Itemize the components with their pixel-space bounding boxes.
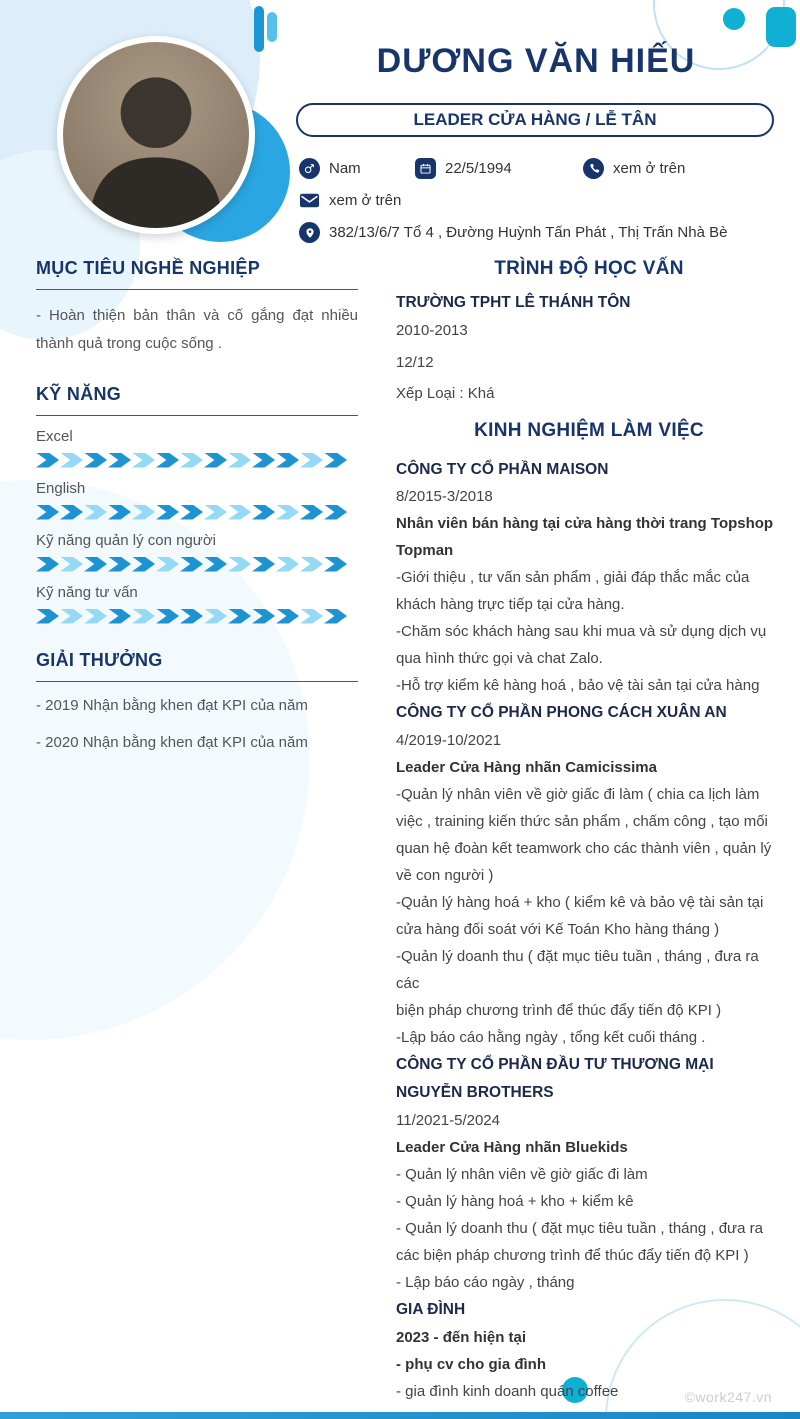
job-title-text: LEADER CỬA HÀNG / LỄ TÂN <box>413 110 657 129</box>
job-company: CÔNG TY CỔ PHẦN PHONG CÁCH XUÂN AN <box>396 704 727 722</box>
skill-level-bar <box>36 557 358 572</box>
gender-field <box>299 158 415 179</box>
chevron-icon <box>228 609 251 624</box>
chevron-icon <box>180 609 203 624</box>
chevron-icon <box>132 505 155 520</box>
chevron-icon <box>252 453 275 468</box>
gender-icon <box>299 158 320 179</box>
objective-text: - Hoàn thiện bản thân và cố gắng đạt nhiều thành quả trong cuộc sống . <box>36 307 358 352</box>
experience-heading: KINH NGHIỆM LÀM VIỆC <box>474 419 704 441</box>
decorative-dot-top-right <box>723 8 745 30</box>
chevron-icon <box>300 557 323 572</box>
contact-row-3 <box>299 222 787 243</box>
chevron-icon <box>84 609 107 624</box>
job-period: 11/2021-5/2024 <box>396 1112 500 1130</box>
chevron-icon <box>108 557 131 572</box>
chevron-icon <box>132 453 155 468</box>
chevron-icon <box>228 505 251 520</box>
decorative-bar-icon <box>267 12 277 42</box>
job-company: CÔNG TY CỔ PHẦN MAISON <box>396 460 609 478</box>
email-field <box>299 192 401 209</box>
award-item: - 2020 Nhận bằng khen đạt KPI của năm <box>36 733 308 751</box>
job-bullet: -Quản lý hàng hoá + kho ( kiểm kê và bảo vệ tài sản tại cửa hàng đối soát với Kế Toán Kho hàng tháng ) <box>396 894 764 939</box>
skills-list <box>36 428 358 624</box>
chevron-icon <box>204 609 227 624</box>
job-bullet: -Giới thiệu , tư vấn sản phẩm , giải đáp thắc mắc của khách hàng trực tiếp tại cửa hàng. <box>396 569 750 614</box>
chevron-icon <box>156 453 179 468</box>
left-column <box>36 258 358 1405</box>
job-company: GIA ĐÌNH <box>396 1301 466 1319</box>
bottom-bar-decoration <box>0 1412 800 1419</box>
job-bullet: - Quản lý doanh thu ( đặt mục tiêu tuần , tháng , đưa ra các biện pháp chương trình để thúc đẩy tiến độ KPI ) <box>396 1220 763 1265</box>
job-entry <box>396 456 782 700</box>
skill-label: Kỹ năng quản lý con người <box>36 531 216 549</box>
job-role: Nhân viên bán hàng tại cửa hàng thời trang Topshop Topman <box>396 515 774 560</box>
mail-icon <box>299 193 320 208</box>
chevron-icon <box>36 505 59 520</box>
chevron-icon <box>252 505 275 520</box>
chevron-icon <box>84 557 107 572</box>
chevron-icon <box>276 453 299 468</box>
job-company: CÔNG TY CỔ PHẦN ĐẦU TƯ THƯƠNG MẠI NGUYỄN BROTHERS <box>396 1056 714 1102</box>
job-bullet: -Chăm sóc khách hàng sau khi mua và sử dụng dịch vụ qua hình thức gọi và chat Zalo. <box>396 623 767 668</box>
decorative-bar-icon <box>254 6 264 52</box>
job-role: Leader Cửa Hàng nhãn Bluekids <box>396 1139 628 1157</box>
job-bullet: - Quản lý nhân viên về giờ giấc đi làm <box>396 1166 648 1184</box>
chevron-icon <box>36 453 59 468</box>
job-bullet: biện pháp chương trình để thúc đẩy tiến độ KPI ) <box>396 1002 722 1020</box>
skill-level-bar <box>36 453 358 468</box>
awards-heading: GIẢI THƯỞNG <box>36 650 358 682</box>
chevron-icon <box>204 453 227 468</box>
chevron-icon <box>108 609 131 624</box>
objective-heading: MỤC TIÊU NGHỀ NGHIỆP <box>36 258 358 290</box>
chevron-icon <box>180 453 203 468</box>
chevron-icon <box>228 453 251 468</box>
contact-row-1 <box>299 158 787 179</box>
skill-item <box>36 480 358 520</box>
chevron-icon <box>300 505 323 520</box>
job-period: 8/2015-3/2018 <box>396 488 493 506</box>
chevron-icon <box>132 609 155 624</box>
contact-row-2 <box>299 192 787 209</box>
education-years: 2010-2013 <box>396 322 468 339</box>
chevron-icon <box>60 505 83 520</box>
watermark: ©work247.vn <box>684 1389 772 1405</box>
job-entry <box>396 1051 782 1296</box>
chevron-icon <box>84 453 107 468</box>
job-bullet: -Lập báo cáo hằng ngày , tổng kết cuối tháng . <box>396 1029 706 1047</box>
job-bullet: - Quản lý hàng hoá + kho + kiểm kê <box>396 1193 634 1211</box>
phone-icon <box>583 158 604 179</box>
job-bullet: -Quản lý doanh thu ( đặt mục tiêu tuần , tháng , đưa ra các <box>396 948 759 993</box>
skill-item <box>36 428 358 468</box>
chevron-icon <box>180 557 203 572</box>
chevron-icon <box>324 609 347 624</box>
job-period: 4/2019-10/2021 <box>396 732 502 750</box>
candidate-name: DƯƠNG VĂN HIẾU <box>376 42 696 80</box>
awards-section <box>36 650 358 755</box>
education-school: TRƯỜNG TPHT LÊ THÁNH TÔN <box>396 294 631 311</box>
chevron-icon <box>324 505 347 520</box>
right-column <box>396 258 782 1405</box>
award-item: - 2019 Nhận bằng khen đạt KPI của năm <box>36 696 308 714</box>
location-pin-icon <box>299 222 320 243</box>
skill-level-bar <box>36 505 358 520</box>
education-rank: Xếp Loại : Khá <box>396 385 495 402</box>
chevron-icon <box>108 453 131 468</box>
phone-field <box>583 158 685 179</box>
chevron-icon <box>204 557 227 572</box>
contact-section <box>299 158 787 256</box>
chevron-icon <box>60 557 83 572</box>
chevron-icon <box>60 609 83 624</box>
profile-photo <box>57 36 255 234</box>
chevron-icon <box>252 557 275 572</box>
chevron-icon <box>156 609 179 624</box>
job-period: 2023 - đến hiện tại <box>396 1328 527 1346</box>
chevron-icon <box>276 609 299 624</box>
jobs-list <box>396 456 782 1405</box>
job-bullet: - gia đình kinh doanh quán coffee <box>396 1382 619 1400</box>
education-heading: TRÌNH ĐỘ HỌC VẤN <box>494 258 684 279</box>
chevron-icon <box>276 505 299 520</box>
birthday-value: 22/5/1994 <box>445 160 512 177</box>
cv-body <box>36 258 782 1405</box>
chevron-icon <box>132 557 155 572</box>
chevron-icon <box>300 609 323 624</box>
job-entry <box>396 699 782 1051</box>
skills-section <box>36 384 358 624</box>
chevron-icon <box>60 453 83 468</box>
chevron-icon <box>324 453 347 468</box>
education-grade: 12/12 <box>396 353 434 371</box>
chevron-icon <box>276 557 299 572</box>
awards-list <box>36 694 358 755</box>
chevron-icon <box>36 557 59 572</box>
chevron-icon <box>156 557 179 572</box>
chevron-icon <box>180 505 203 520</box>
job-role: - phụ cv cho gia đình <box>396 1355 546 1373</box>
phone-value: xem ở trên <box>613 160 686 177</box>
address-field <box>299 222 727 243</box>
skill-label: Kỹ năng tư vấn <box>36 583 138 601</box>
skill-item <box>36 532 358 572</box>
job-bullet: -Hỗ trợ kiểm kê hàng hoá , bảo vệ tài sản tại cửa hàng <box>396 677 760 695</box>
skill-label: Excel <box>36 427 73 445</box>
address-value: 382/13/6/7 Tổ 4 , Đường Huỳnh Tấn Phát , Thị Trấn Nhà Bè <box>329 224 728 241</box>
email-value: xem ở trên <box>329 192 402 209</box>
chevron-icon <box>324 557 347 572</box>
chevron-icon <box>300 453 323 468</box>
chevron-icon <box>108 505 131 520</box>
skill-level-bar <box>36 609 358 624</box>
skill-label: English <box>36 479 86 497</box>
decorative-rect-top-right <box>766 7 796 47</box>
chevron-icon <box>84 505 107 520</box>
calendar-icon <box>415 158 436 179</box>
chevron-icon <box>36 609 59 624</box>
birthday-field <box>415 158 583 179</box>
chevron-icon <box>228 557 251 572</box>
skill-item <box>36 584 358 624</box>
objective-section <box>36 258 358 358</box>
job-bullet: - Lập báo cáo ngày , tháng <box>396 1274 575 1292</box>
gender-value: Nam <box>329 160 361 177</box>
chevron-icon <box>204 505 227 520</box>
job-role: Leader Cửa Hàng nhãn Camicissima <box>396 759 657 777</box>
job-title-badge <box>296 103 774 137</box>
person-silhouette-icon <box>63 42 249 228</box>
skills-heading: KỸ NĂNG <box>36 384 358 416</box>
chevron-icon <box>156 505 179 520</box>
job-bullet: -Quản lý nhân viên về giờ giấc đi làm ( chia ca lịch làm việc , training kiến thức sản phẩm , chấm công , tạo mối quan hệ đoàn kết teamwork cho các thành viên , quản lý về con người ) <box>396 786 772 885</box>
chevron-icon <box>252 609 275 624</box>
